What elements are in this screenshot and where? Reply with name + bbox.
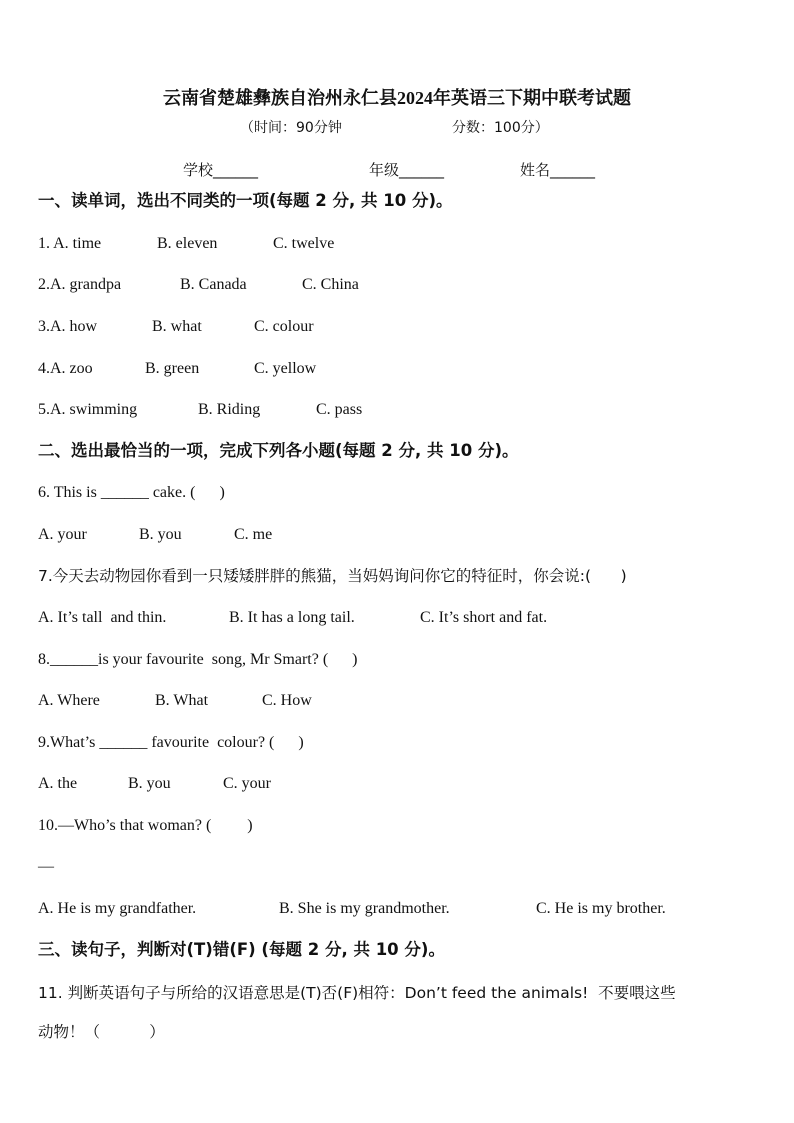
q8-option-c: C. How (262, 692, 312, 709)
q10-option-b: B. She is my grandmother. (279, 900, 450, 917)
q7-option-c: C. It’s short and fat. (420, 609, 548, 626)
q10-answer-dash: — (38, 858, 54, 875)
q1-option-a: 1. A. time (38, 235, 102, 252)
q9-option-a: A. the (38, 775, 78, 792)
q7-option-a: A. It’s tall and thin. (38, 609, 167, 626)
q5-option-b: B. Riding (198, 401, 261, 418)
question-6-stem: 6. This is ______ cake. ( ) (38, 484, 225, 501)
question-7-stem: 7.今天去动物园你看到一只矮矮胖胖的熊猫，当妈妈询问你它的特征时，你会说:( ) (38, 567, 627, 585)
question-11-line2: 动物！（ ） (38, 1023, 165, 1041)
question-9-stem: 9.What’s ______ favourite colour? ( ) (38, 734, 304, 751)
q2-option-a: 2.A. grandpa (38, 276, 122, 293)
q5-option-c: C. pass (316, 401, 363, 418)
school-field: 学校______ (183, 161, 259, 179)
q10-option-a: A. He is my grandfather. (38, 900, 197, 917)
name-field: 姓名______ (520, 161, 596, 179)
grade-field: 年级______ (369, 161, 445, 179)
q10-option-c: C. He is my brother. (536, 900, 666, 917)
q4-option-c: C. yellow (254, 360, 317, 377)
q8-option-b: B. What (155, 692, 209, 709)
question-10-stem: 10.—Who’s that woman? ( ) (38, 817, 253, 834)
q2-option-b: B. Canada (180, 276, 247, 293)
question-11-line1: 11. 判断英语句子与所给的汉语意思是(T)否(F)相符：Don’t feed the animals! 不要喂这些 (38, 984, 676, 1002)
section3-heading: 三、读句子，判断对(T)错(F) (每题 2 分, 共 10 分)。 (38, 940, 445, 959)
section2-heading: 二、选出最恰当的一项，完成下列各小题(每题 2 分, 共 10 分)。 (38, 441, 519, 460)
q7-option-b: B. It has a long tail. (229, 609, 355, 626)
q1-option-c: C. twelve (273, 235, 335, 252)
q4-option-b: B. green (145, 360, 200, 377)
q5-option-a: 5.A. swimming (38, 401, 138, 418)
exam-score: 分数：100分） (452, 120, 549, 136)
q6-option-c: C. me (234, 526, 273, 543)
q6-option-b: B. you (139, 526, 182, 543)
exam-time: （时间：90分钟 (240, 120, 342, 136)
q4-option-a: 4.A. zoo (38, 360, 93, 377)
q8-option-a: A. Where (38, 692, 100, 709)
exam-title: 云南省楚雄彝族自治州永仁县2024年英语三下期中联考试题 (163, 88, 631, 108)
q9-option-b: B. you (128, 775, 171, 792)
q9-option-c: C. your (223, 775, 271, 792)
q1-option-b: B. eleven (157, 235, 218, 252)
q6-option-a: A. your (38, 526, 87, 543)
q3-option-c: C. colour (254, 318, 314, 335)
q3-option-b: B. what (152, 318, 202, 335)
question-8-stem: 8.______is your favourite song, Mr Smart? ( ) (38, 651, 358, 668)
section1-heading: 一、读单词，选出不同类的一项(每题 2 分, 共 10 分)。 (38, 191, 453, 210)
q3-option-a: 3.A. how (38, 318, 98, 335)
q2-option-c: C. China (302, 276, 359, 293)
